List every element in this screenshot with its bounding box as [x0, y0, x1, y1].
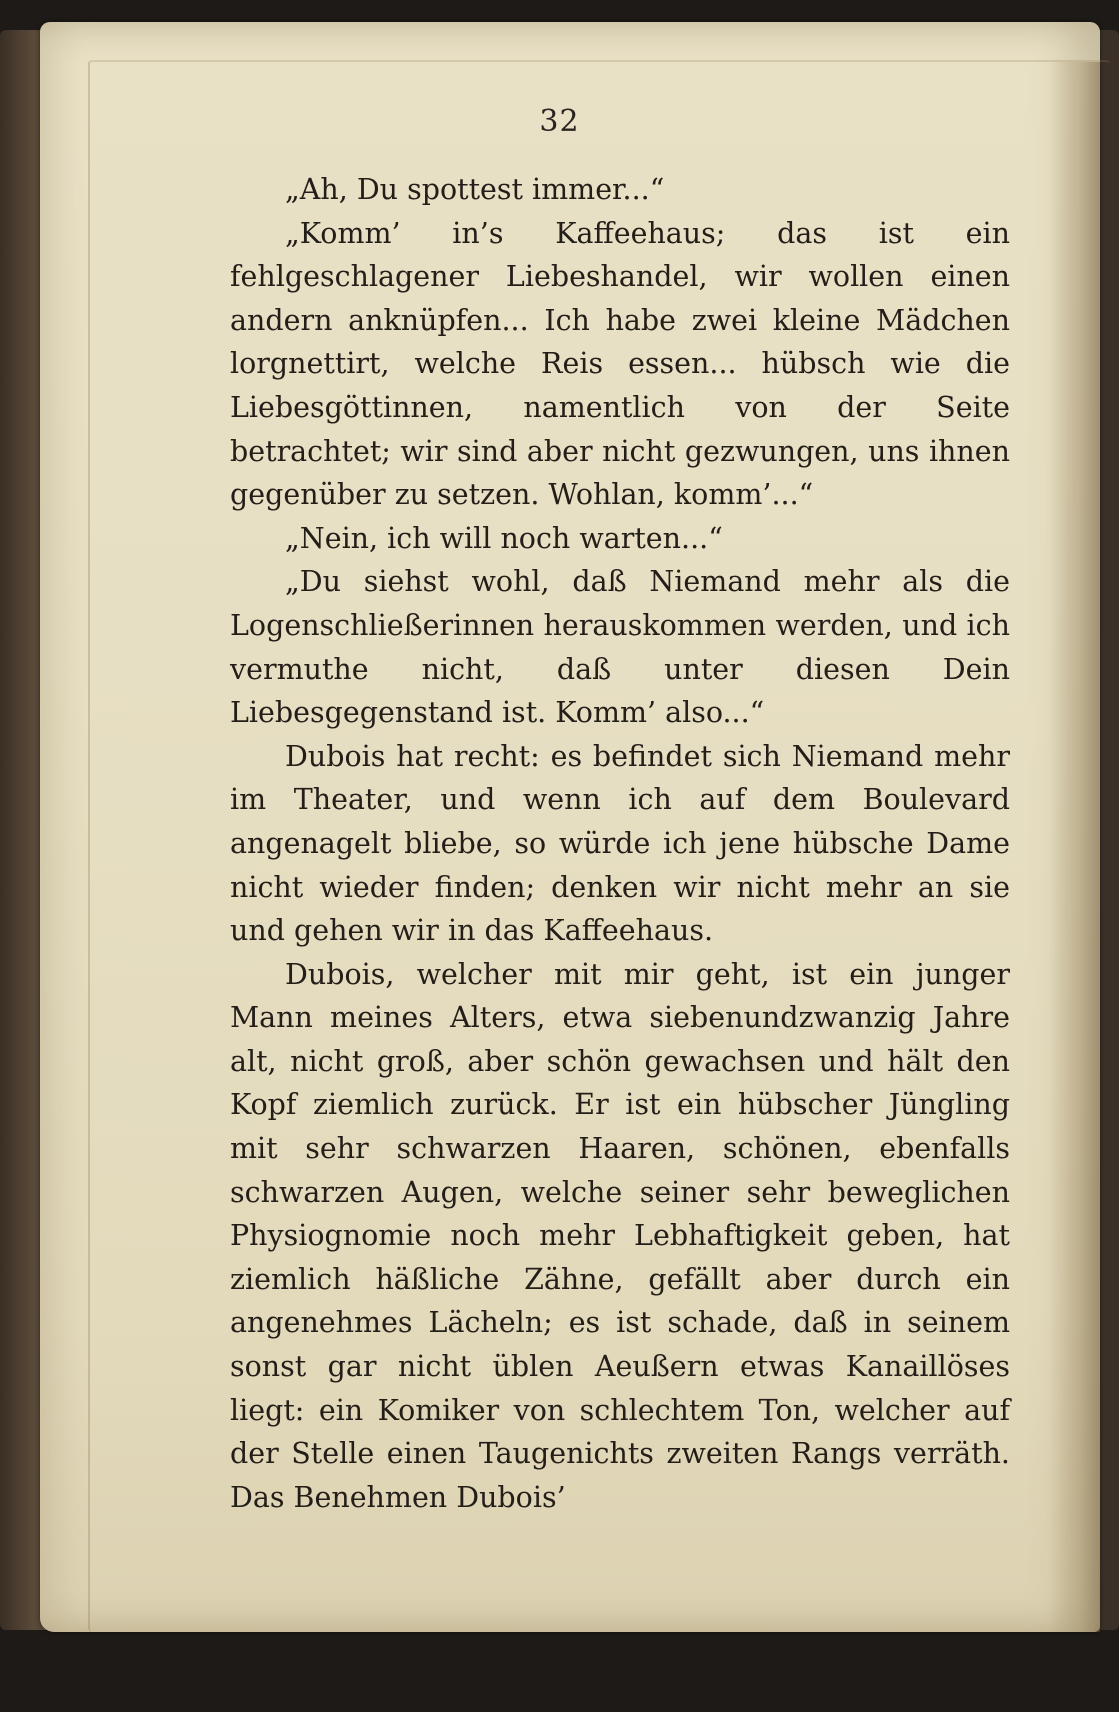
body-text — [230, 168, 1010, 1519]
page-gutter-shadow — [1048, 62, 1100, 1632]
paragraph: „Du siehst wohl, daß Niemand mehr als die Logenschließerinnen herauskommen werden, und ich vermuthe nicht, daß unter diesen Dein Liebesgegenstand ist. Komm’ also...“ — [230, 565, 1010, 730]
paragraph: Dubois hat recht: es befindet sich Niemand mehr im Theater, und wenn ich auf dem Boulevard angenagelt bliebe, so würde ich jene hübsche Dame nicht wieder finden; denken wir nicht mehr an sie und gehen wir in das Kaffeehaus. — [230, 739, 1010, 948]
page-number: 32 — [539, 104, 580, 139]
paragraph: „Ah, Du spottest immer...“ — [285, 173, 665, 206]
paragraph: Dubois, welcher mit mir geht, ist ein junger Mann meines Alters, etwa siebenundzwanzig Jahre alt, nicht groß, aber schön gewachsen und hält den Kopf ziemlich zurück. Er ist ein hübscher Jüngling mit sehr schwarzen Haaren, schönen, ebenfalls schwarzen Augen, welche seiner sehr beweglichen Physiognomie noch mehr Lebhaftigkeit geben, hat ziemlich häßliche Zähne, gefällt aber durch ein angenehmes Lächeln; es ist schade, daß in seinem sonst gar nicht üblen Aeußern etwas Kanaillöses liegt: ein Komiker von schlechtem Ton, welcher auf der Stelle einen Taugenichts zweiten Rangs verräth. Das Benehmen Dubois’ — [230, 957, 1010, 1514]
paragraph: „Nein, ich will noch warten...“ — [285, 521, 723, 555]
paragraph: „Komm’ in’s Kaffeehaus; das ist ein fehlgeschlagener Liebeshandel, wir wollen einen andern anknüpfen... Ich habe zwei kleine Mädchen lorgnettirt, welche Reis essen... hübsch wie die Liebesgöttinnen, namentlich von der Seite betrachtet; wir sind aber nicht gezwungen, uns ihnen gegenüber zu setzen. Wohlan, komm’...“ — [230, 216, 1010, 512]
